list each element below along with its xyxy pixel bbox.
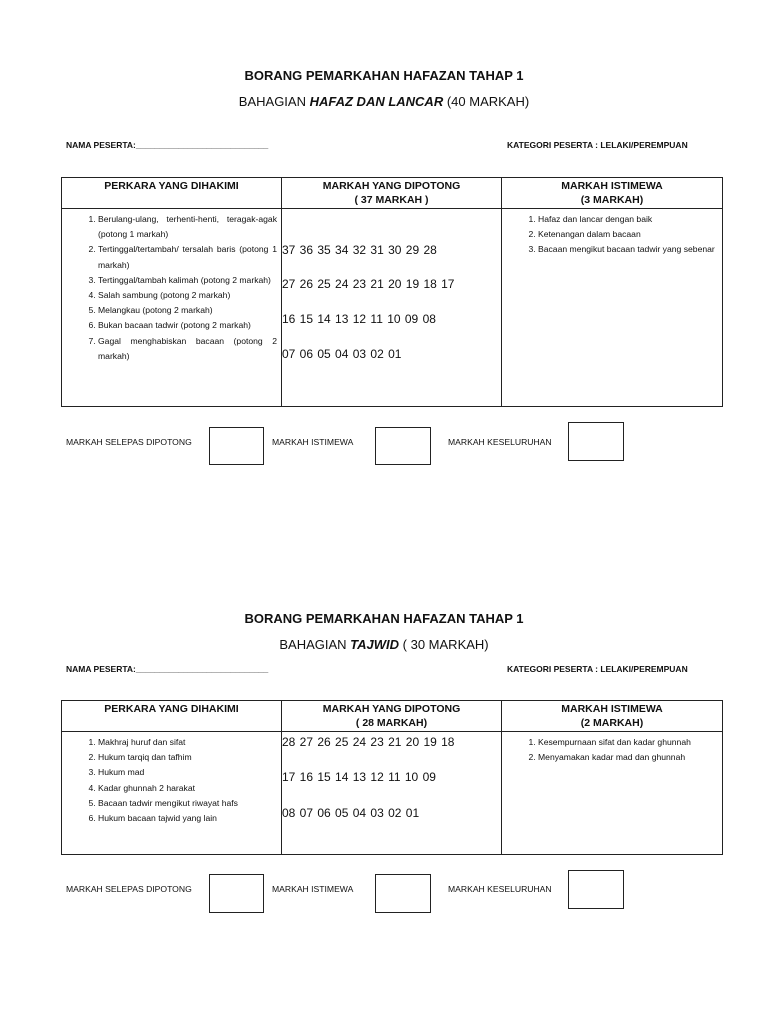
section-name: TAJWID	[350, 637, 400, 652]
judged-items-list	[62, 735, 277, 826]
list-item: 6. Bukan bacaan tadwir (potong 2 markah)	[98, 318, 277, 333]
list-item: 3. Hukum mad	[98, 765, 277, 780]
header-special-label: MARKAH ISTIMEWA	[561, 180, 663, 192]
special-items-list	[502, 212, 718, 258]
form2-participant-category: KATEGORI PESERTA : LELAKI/PEREMPUAN	[507, 664, 688, 674]
score-row[interactable]: 28 27 26 25 24 23 21 20 19 18	[282, 735, 455, 749]
special-items-list	[502, 735, 718, 765]
judged-items-cell	[62, 732, 282, 855]
judged-items-list	[62, 212, 277, 364]
header-special-sub: (2 MARKAH)	[580, 717, 644, 729]
list-item: 2. Ketenangan dalam bacaan	[538, 227, 718, 242]
header-deducted	[282, 178, 502, 209]
special-items-cell	[502, 209, 723, 407]
form1-total-label: MARKAH KESELURUHAN	[448, 437, 552, 447]
form1-title: BORANG PEMARKAHAN HAFAZAN TAHAP 1	[244, 68, 524, 83]
list-item: 5. Melangkau (potong 2 markah)	[98, 303, 277, 318]
form1-participant-name-field[interactable]: NAMA PESERTA:____________________________	[66, 140, 269, 150]
form2-after-deduction-label: MARKAH SELEPAS DIPOTONG	[66, 884, 192, 894]
section-name: HAFAZ DAN LANCAR	[309, 94, 444, 109]
form1-after-deduction-label: MARKAH SELEPAS DIPOTONG	[66, 437, 192, 447]
form1-scoring-table	[61, 177, 723, 407]
list-item: 6. Hukum bacaan tajwid yang lain	[98, 811, 277, 826]
list-item: 3. Bacaan mengikut bacaan tadwir yang sebenar	[538, 242, 718, 257]
score-row[interactable]: 27 26 25 24 23 21 20 19 18 17	[282, 277, 455, 291]
form1-section-heading	[0, 94, 768, 109]
score-row[interactable]: 16 15 14 13 12 11 10 09 08	[282, 312, 436, 326]
score-row[interactable]: 07 06 05 04 03 02 01	[282, 347, 402, 361]
list-item: 2. Tertinggal/tertambah/ tersalah baris (potong 1 markah)	[98, 242, 277, 272]
form2-special-label: MARKAH ISTIMEWA	[272, 884, 354, 894]
form2-after-deduction-box[interactable]	[209, 874, 264, 913]
form2-scoring-table	[61, 700, 723, 855]
form2-title: BORANG PEMARKAHAN HAFAZAN TAHAP 1	[244, 611, 524, 626]
section-marks: ( 30 MARKAH)	[402, 637, 489, 652]
special-items-cell	[502, 732, 723, 855]
list-item: 1. Makhraj huruf dan sifat	[98, 735, 277, 750]
list-item: 5. Bacaan tadwir mengikut riwayat hafs	[98, 796, 277, 811]
form2-participant-name-field[interactable]: NAMA PESERTA:____________________________	[66, 664, 269, 674]
header-judged: PERKARA YANG DIHAKIMI	[62, 701, 282, 732]
list-item: 1. Kesempurnaan sifat dan kadar ghunnah	[538, 735, 718, 750]
judged-items-cell	[62, 209, 282, 407]
section-prefix: BAHAGIAN	[279, 637, 347, 652]
section-marks: (40 MARKAH)	[446, 94, 530, 109]
form2-section-heading	[0, 637, 768, 652]
score-row[interactable]: 37 36 35 34 32 31 30 29 28	[282, 243, 437, 257]
header-deducted	[282, 701, 502, 732]
list-item: 4. Kadar ghunnah 2 harakat	[98, 781, 277, 796]
header-special	[502, 701, 723, 732]
section-prefix: BAHAGIAN	[238, 94, 306, 109]
list-item: 3. Tertinggal/tambah kalimah (potong 2 markah)	[98, 273, 277, 288]
deducted-scores-cell	[282, 732, 502, 855]
header-deducted-sub: ( 28 MARKAH)	[355, 717, 428, 729]
form1-special-label: MARKAH ISTIMEWA	[272, 437, 354, 447]
form2-total-box[interactable]	[568, 870, 624, 909]
header-deducted-label: MARKAH YANG DIPOTONG	[322, 180, 461, 192]
form1-total-box[interactable]	[568, 422, 624, 461]
header-deducted-label: MARKAH YANG DIPOTONG	[322, 703, 461, 715]
form1-participant-category: KATEGORI PESERTA : LELAKI/PEREMPUAN	[507, 140, 688, 150]
header-judged: PERKARA YANG DIHAKIMI	[62, 178, 282, 209]
form1-special-box[interactable]	[375, 427, 431, 465]
header-special	[502, 178, 723, 209]
deducted-scores-cell	[282, 209, 502, 407]
score-row[interactable]: 17 16 15 14 13 12 11 10 09	[282, 770, 436, 784]
list-item: 1. Hafaz dan lancar dengan baik	[538, 212, 718, 227]
header-special-label: MARKAH ISTIMEWA	[561, 703, 663, 715]
list-item: 2. Hukum tarqiq dan tafhim	[98, 750, 277, 765]
header-special-sub: (3 MARKAH)	[580, 194, 644, 206]
list-item: 4. Salah sambung (potong 2 markah)	[98, 288, 277, 303]
score-row[interactable]: 08 07 06 05 04 03 02 01	[282, 806, 420, 820]
list-item: 7. Gagal menghabiskan bacaan (potong 2 markah)	[98, 334, 277, 364]
form2-special-box[interactable]	[375, 874, 431, 913]
list-item: 1. Berulang-ulang, terhenti-henti, teragak-agak (potong 1 markah)	[98, 212, 277, 242]
form2-total-label: MARKAH KESELURUHAN	[448, 884, 552, 894]
list-item: 2. Menyamakan kadar mad dan ghunnah	[538, 750, 718, 765]
header-deducted-sub: ( 37 MARKAH )	[354, 194, 429, 206]
form1-after-deduction-box[interactable]	[209, 427, 264, 465]
